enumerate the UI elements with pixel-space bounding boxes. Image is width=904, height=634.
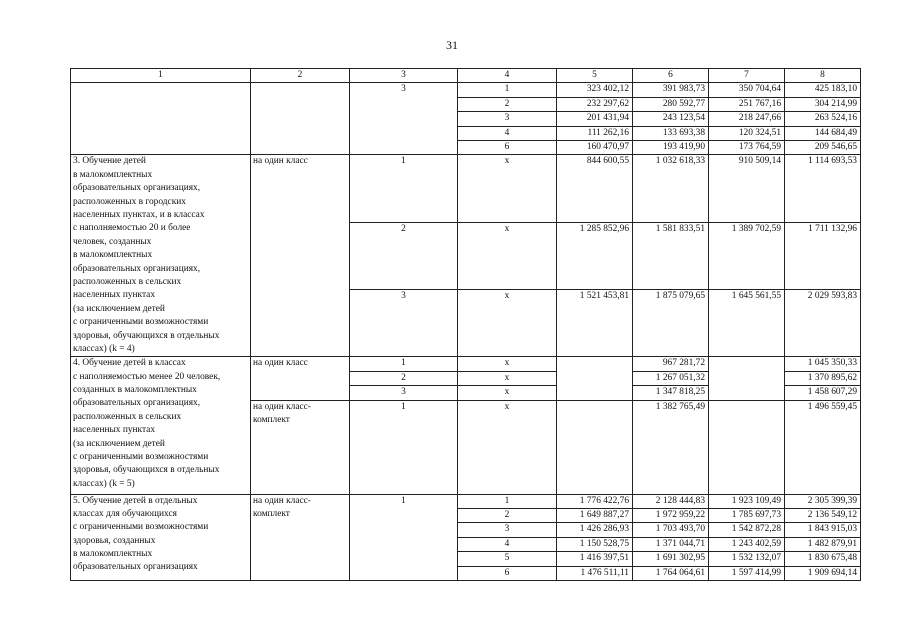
label-line: (за исключением детей	[73, 438, 165, 449]
value-cell: 1 764 064,61	[633, 566, 709, 580]
row-number: 2	[458, 97, 557, 111]
value-cell: 2 029 593,83	[785, 290, 861, 357]
table-row	[71, 155, 861, 222]
value-cell: 425 183,10	[785, 83, 861, 97]
value-cell: 1 267 051,32	[633, 371, 709, 385]
unit-line: комплект	[253, 414, 290, 425]
label-line: образовательных организациях,	[73, 183, 201, 194]
section-4-label	[71, 357, 251, 494]
label-line: 4. Обучение детей в классах	[73, 358, 186, 369]
value-cell: 218 247,66	[709, 112, 785, 126]
value-cell: 1 597 414,99	[709, 566, 785, 580]
value-cell: 173 764,59	[709, 141, 785, 155]
value-cell: 1 347 818,25	[633, 386, 709, 400]
value-cell: 844 600,55	[557, 155, 633, 222]
label-line: 5. Обучение детей в отдельных	[73, 495, 198, 506]
row-number: 6	[458, 141, 557, 155]
class-count-cell: 1	[350, 494, 458, 580]
label-line: расположенных в сельских	[73, 411, 182, 422]
label-line: классах для обучающихся	[73, 508, 177, 519]
value-cell: 251 767,16	[709, 97, 785, 111]
label-line: с ограниченными возможностями	[73, 452, 209, 463]
value-cell: 1 532 132,07	[709, 552, 785, 566]
value-cell: 1 785 697,73	[709, 508, 785, 522]
label-line: классах) (k = 5)	[73, 478, 135, 489]
empty-cell	[71, 83, 251, 155]
class-count-cell: 1	[350, 400, 458, 494]
value-cell: 1 875 079,65	[633, 290, 709, 357]
value-cell: 2 305 399,39	[785, 494, 861, 508]
value-cell: 1 458 607,29	[785, 386, 861, 400]
value-cell: 2 128 444,83	[633, 494, 709, 508]
label-line: расположенных в сельских	[73, 276, 182, 287]
unit-cell: на один класс	[251, 357, 350, 400]
label-line: 3. Обучение детей	[73, 156, 146, 167]
value-cell: 1 370 895,62	[785, 371, 861, 385]
label-line: населенных пунктах	[73, 290, 156, 301]
label-line: образовательных организациях,	[73, 398, 201, 409]
value-cell: 280 592,77	[633, 97, 709, 111]
label-line: здоровья, созданных	[73, 535, 156, 546]
value-cell: 1 776 422,76	[557, 494, 633, 508]
label-line: созданных в малокомплектных	[73, 385, 197, 396]
value-cell: 1 416 397,51	[557, 552, 633, 566]
value-cell: 232 297,62	[557, 97, 633, 111]
row-number: 6	[458, 566, 557, 580]
label-line: (за исключением детей	[73, 303, 165, 314]
value-cell: 391 983,73	[633, 83, 709, 97]
empty-cell	[557, 400, 633, 494]
unit-cell	[251, 494, 350, 580]
column-header: 6	[633, 69, 709, 83]
value-cell: 1 150 528,75	[557, 537, 633, 551]
label-line: классах) (k = 4)	[73, 343, 135, 354]
value-cell: 1 496 559,45	[785, 400, 861, 494]
table-row	[71, 357, 861, 371]
empty-cell	[709, 357, 785, 400]
column-header: 1	[71, 69, 251, 83]
value-cell: 1 521 453,81	[557, 290, 633, 357]
unit-cell: на один класс	[251, 155, 350, 357]
label-line: с ограниченными возможностями	[73, 317, 209, 328]
column-header: 8	[785, 69, 861, 83]
class-count-cell: 3	[350, 83, 458, 155]
empty-cell	[557, 357, 633, 400]
row-number: 4	[458, 126, 557, 140]
row-number: 4	[458, 537, 557, 551]
value-cell: 1 285 852,96	[557, 222, 633, 289]
column-header: 4	[458, 69, 557, 83]
label-line: в малокомплектных	[73, 169, 153, 180]
value-cell: 1 389 702,59	[709, 222, 785, 289]
row-number: 5	[458, 552, 557, 566]
value-cell: 1 482 879,91	[785, 537, 861, 551]
value-cell: 1 243 402,59	[709, 537, 785, 551]
row-number: 3	[458, 112, 557, 126]
page-number: 31	[446, 38, 458, 52]
label-line: с наполняемостью 20 и более	[73, 223, 191, 234]
label-line: образовательных организациях	[73, 562, 198, 573]
value-cell: 304 214,99	[785, 97, 861, 111]
value-cell: 910 509,14	[709, 155, 785, 222]
label-line: населенных пунктах, и в классах	[73, 210, 205, 220]
value-cell: 120 324,51	[709, 126, 785, 140]
row-number: x	[458, 371, 557, 385]
value-cell: 2 136 549,12	[785, 508, 861, 522]
value-cell: 111 262,16	[557, 126, 633, 140]
row-number: x	[458, 290, 557, 357]
row-number: x	[458, 155, 557, 222]
column-header: 2	[251, 69, 350, 83]
value-cell: 1 703 493,70	[633, 523, 709, 537]
value-cell: 201 431,94	[557, 112, 633, 126]
class-count-cell: 1	[350, 357, 458, 371]
value-cell: 1 711 132,96	[785, 222, 861, 289]
value-cell: 1 382 765,49	[633, 400, 709, 494]
value-cell: 1 843 915,03	[785, 523, 861, 537]
value-cell: 350 704,64	[709, 83, 785, 97]
value-cell: 1 581 833,51	[633, 222, 709, 289]
value-cell: 1 923 109,49	[709, 494, 785, 508]
label-line: с наполняемостью менее 20 человек,	[73, 371, 221, 382]
class-count-cell: 3	[350, 386, 458, 400]
value-cell: 133 693,38	[633, 126, 709, 140]
section-3-label	[71, 155, 251, 357]
value-cell: 1 645 561,55	[709, 290, 785, 357]
table-row	[71, 83, 861, 97]
label-line: расположенных в городских	[73, 196, 186, 207]
value-cell: 1 032 618,33	[633, 155, 709, 222]
value-cell: 243 123,54	[633, 112, 709, 126]
row-number: 1	[458, 494, 557, 508]
value-cell: 193 419,90	[633, 141, 709, 155]
value-cell: 1 371 044,71	[633, 537, 709, 551]
value-cell: 323 402,12	[557, 83, 633, 97]
column-header-row	[71, 69, 861, 83]
value-cell: 1 830 675,48	[785, 552, 861, 566]
class-count-cell: 1	[350, 155, 458, 222]
row-number: x	[458, 400, 557, 494]
class-count-cell: 2	[350, 222, 458, 289]
value-cell: 1 045 350,33	[785, 357, 861, 371]
value-cell: 967 281,72	[633, 357, 709, 371]
label-line: здоровья, обучающихся в отдельных	[73, 330, 220, 341]
value-cell: 1 114 693,53	[785, 155, 861, 222]
value-cell: 1 476 511,11	[557, 566, 633, 580]
value-cell: 1 691 302,95	[633, 552, 709, 566]
column-header: 3	[350, 69, 458, 83]
unit-line: комплект	[253, 508, 290, 519]
row-number: 3	[458, 523, 557, 537]
value-cell: 1 649 887,27	[557, 508, 633, 522]
label-line: человек, созданных	[73, 236, 152, 247]
row-number: x	[458, 357, 557, 371]
label-line: в малокомплектных	[73, 549, 153, 560]
class-count-cell: 3	[350, 290, 458, 357]
label-line: здоровья, обучающихся в отдельных	[73, 465, 220, 476]
empty-cell	[709, 400, 785, 494]
row-number: 1	[458, 83, 557, 97]
value-cell: 144 684,49	[785, 126, 861, 140]
value-cell: 263 524,16	[785, 112, 861, 126]
value-cell: 1 972 959,22	[633, 508, 709, 522]
column-header: 5	[557, 69, 633, 83]
label-line: в малокомплектных	[73, 250, 153, 261]
value-cell: 160 470,97	[557, 141, 633, 155]
value-cell: 209 546,65	[785, 141, 861, 155]
value-cell: 1 426 286,93	[557, 523, 633, 537]
row-number: x	[458, 222, 557, 289]
section-5-label	[71, 494, 251, 580]
value-cell: 1 542 872,28	[709, 523, 785, 537]
row-number: x	[458, 386, 557, 400]
value-cell: 1 909 694,14	[785, 566, 861, 580]
tariff-table	[70, 68, 861, 581]
label-line: с ограниченными возможностями	[73, 522, 209, 533]
row-number: 2	[458, 508, 557, 522]
unit-line: на один класс-	[253, 401, 311, 412]
table-row	[71, 494, 861, 508]
empty-cell	[251, 83, 350, 155]
class-count-cell: 2	[350, 371, 458, 385]
unit-line: на один класс-	[253, 495, 311, 506]
unit-cell	[251, 400, 350, 494]
label-line: населенных пунктах	[73, 425, 156, 436]
label-line: образовательных организациях,	[73, 263, 201, 274]
column-header: 7	[709, 69, 785, 83]
